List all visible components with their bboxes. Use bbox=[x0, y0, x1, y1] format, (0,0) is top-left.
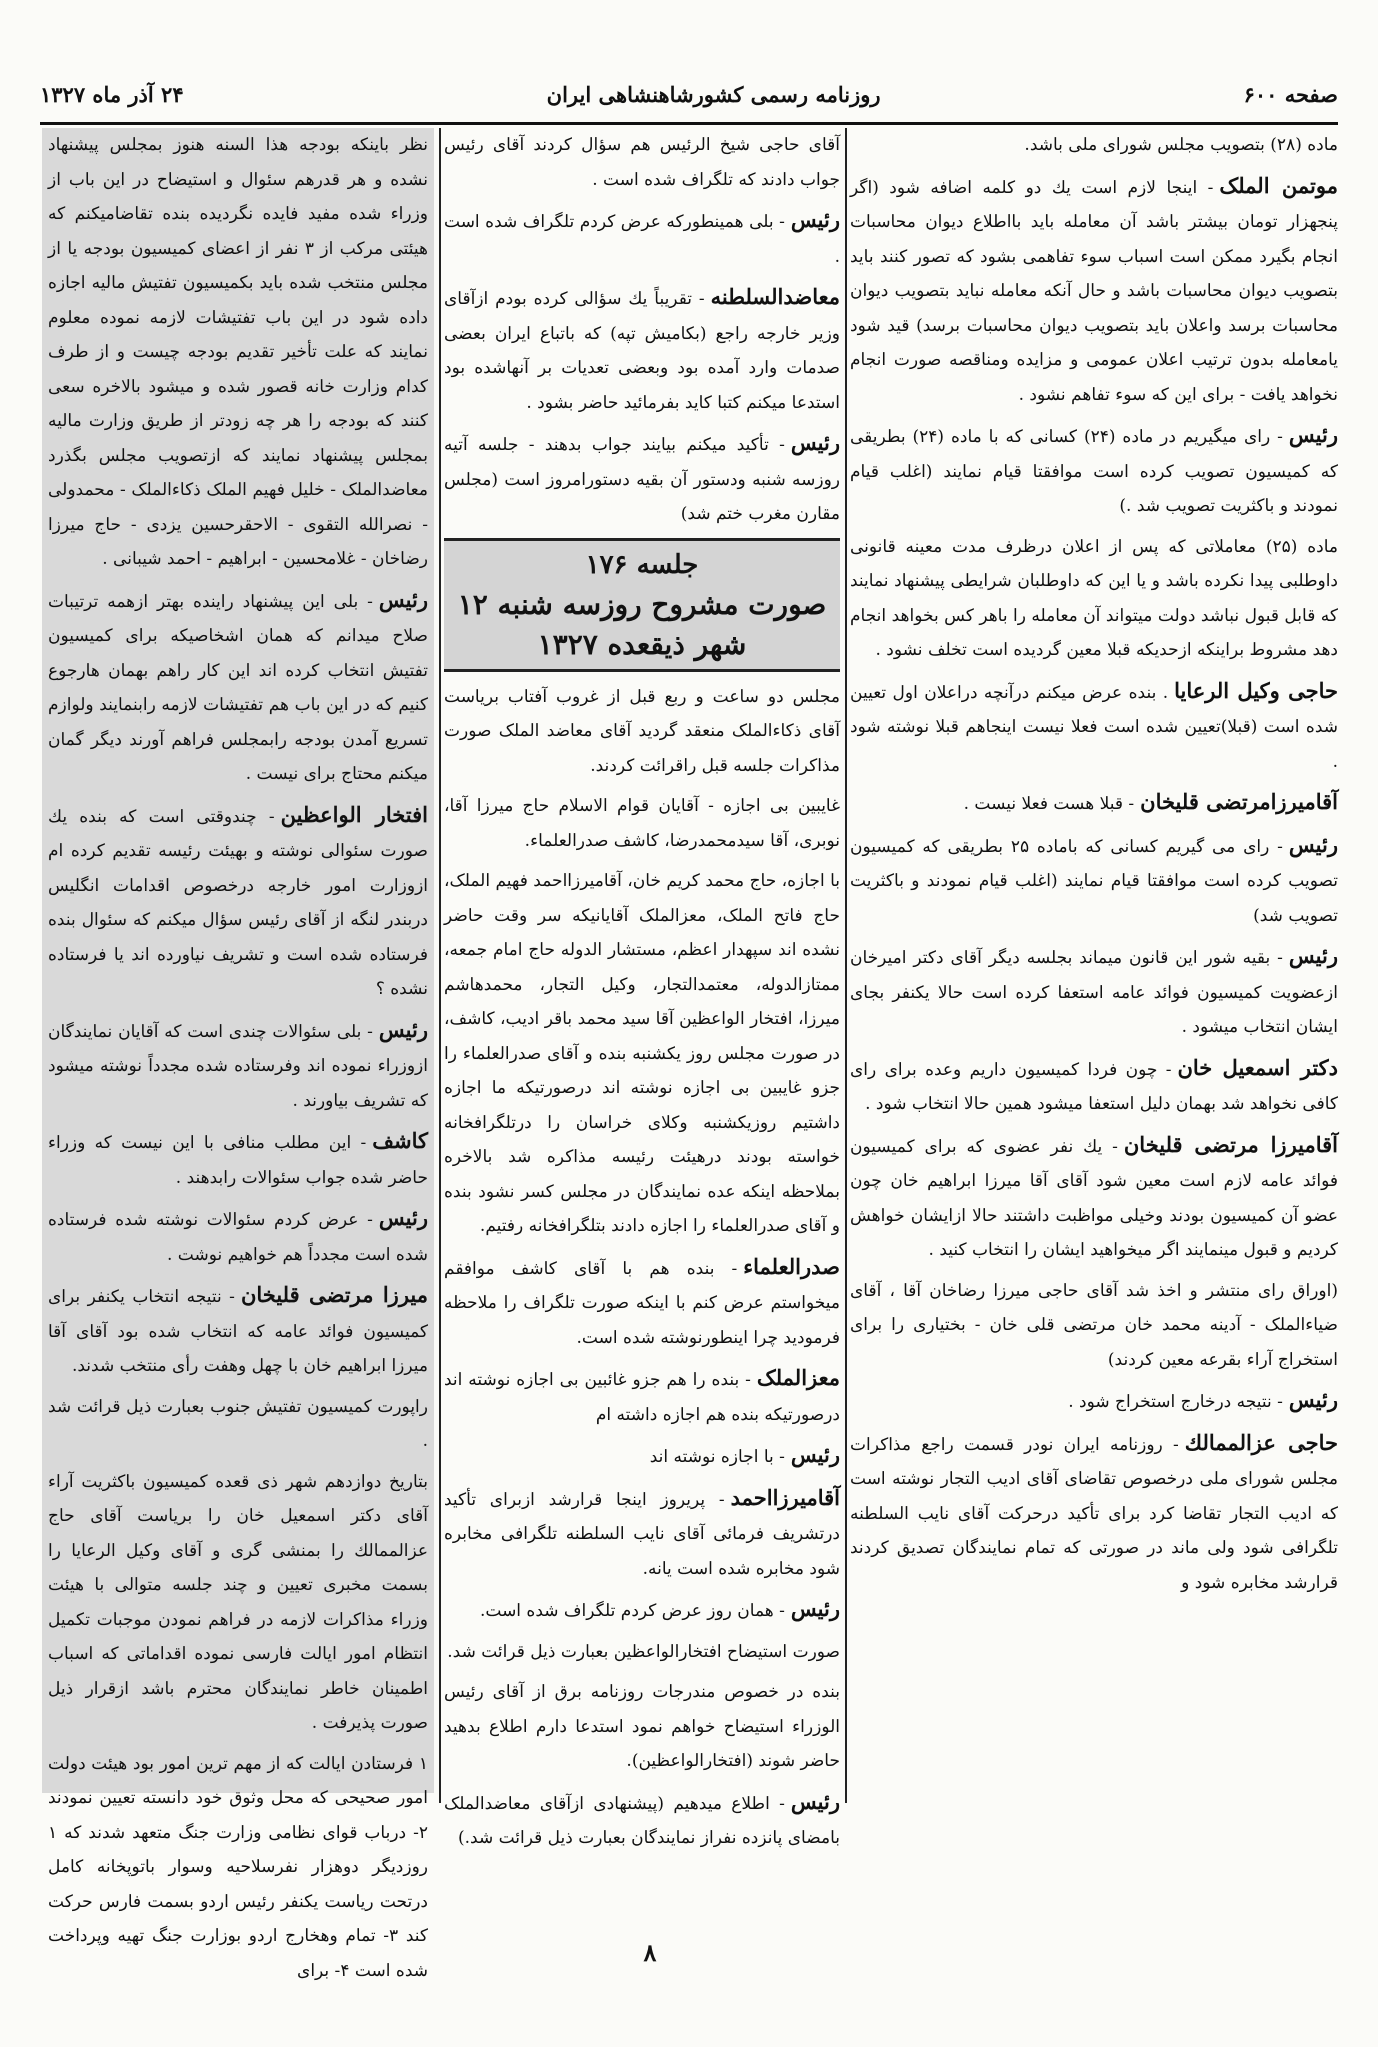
session-title: صورت مشروح روزسه شنبه ۱۲ bbox=[457, 587, 827, 621]
speaker-name: موتمن الملک bbox=[1219, 172, 1338, 198]
paragraph bbox=[444, 1635, 840, 1670]
speaker-name: رئیس bbox=[790, 1596, 840, 1621]
paragraph-text: نظر باینکه بودجه هذا السنه هنوز بمجلس پیشنهاد نشده و هر قدرهم سئوال و استیضاح در این باب از وزراء شده مفید فایده نگردیده بنده تقاضامیکنم که هیئتی مرکب از ۳ نفر از اعضای کمیسیون بودجه یا از مجلس منتخب شده باید بکمیسیون تفتیش مالیه اجازه داده شود در این باب تفتیشات لازمه نموده معلوم نمایند که علت تأخیر تقدیم بودجه چیست و از طرف کدام وزارت خانه قصور شده و میشود بالاخره سعی کنند که بودجه را هر چه زودتر از طریق وزارت مالیه بمجلس پیشنهاد نمایند که ازتصویب مجلس بگذرد معاضدالملک - خلیل فهیم الملک ذکاءالملک - محمدولی - نصرالله التقوی - الاحقرحسین یزدی - حاج میرزا رضاخان - غلامحسین - ابراهیم - احمد شیبانی . bbox=[48, 135, 428, 569]
issue-date: ۲۴ آذر ماه ۱۳۲۷ bbox=[40, 81, 184, 107]
speaker-name: رئیس bbox=[378, 586, 428, 612]
column-divider-left bbox=[439, 128, 441, 1803]
speaker-name: کاشف bbox=[372, 1128, 428, 1153]
page-label: صفحه ۶۰۰ bbox=[1243, 81, 1338, 107]
paragraph-text: - بلی همینطورکه عرض کردم تلگراف شده است . bbox=[444, 212, 840, 267]
paragraph-text: - تأکید میکنم بیایند جواب بدهند - جلسه آتیه روزسه شنبه ودستور آن بقیه دستورامروز است (مجلس مقارن مغرب ختم شد) bbox=[444, 435, 840, 524]
speaker-name: رئیس bbox=[1288, 943, 1338, 968]
paragraph bbox=[48, 1390, 428, 1459]
speaker-name: آقامیرزااحمد bbox=[730, 1484, 840, 1510]
paragraph bbox=[444, 1361, 840, 1432]
paragraph-text: - رای می گیریم کسانی که باماده ۲۵ بطریقی که کمیسیون تصویب کرده است موافقتا قیام نمایند (اغلب قیام نمودند و باکثریت تصویب شد) bbox=[850, 836, 1338, 926]
column-divider-right bbox=[845, 128, 847, 1803]
paragraph bbox=[444, 864, 840, 1244]
paragraph bbox=[444, 1785, 840, 1856]
speaker-name: رئیس bbox=[378, 1016, 428, 1042]
paragraph bbox=[444, 680, 840, 784]
paragraph-text: - این مطلب منافی با این نیست که وزراء حاضر شده جواب سئوالات رابدهند . bbox=[48, 1133, 428, 1188]
paragraph bbox=[48, 1465, 428, 1741]
paragraph-text: بنده در خصوص مندرجات روزنامه برق از آقای رئیس الوزراء استیضاح خواهم نمود استدعا دارم اطلاع بدهید حاضر شوند (افتخارالواعظین). bbox=[444, 1682, 840, 1771]
left-column bbox=[42, 128, 434, 1981]
paragraph-text: بتاریخ دوازدهم شهر ذی قعده کمیسیون باکثریت آراء آقای دکتر اسمعیل خان را بریاست آقای حاج عزالممالك را بمنشی گری و آقای وکیل الرعایا را بسمت مخبری تعیین و چند جلسه متوالی با هیئت وزراء مذاکرات لازمه در فراهم نمودن موجبات تکمیل انتظام امور ایالت فارسی نموده اقداماتی که اسباب اطمینان خاطر نمایندگان محترم باشد ازقرار ذیل صورت پذیرفت . bbox=[48, 1471, 428, 1733]
paragraph bbox=[48, 128, 428, 577]
paragraph bbox=[48, 1747, 428, 1989]
paragraph-text: - اینجا لازم است یك دو کلمه اضافه شود (اگر پنجهزار تومان بیشتر باشد آن معامله باید بااطلاع دیوان محاسبات انجام بگیرد ممکن است اسباب سوء تفاهمی بشود که تصور کنند باید بتصویب دیوان محاسبات باشد و حال آنکه معامله نباید بتصویب دیوان محاسبات برسد واعلان باید بتصویب دیوان محاسبات برسد) قید شود یامعامله بدون ترتیب اعلان عمومی و مزایده ومناقصه صورت انجام نخواهد یافت - برای این که سوء تفاهم نشود . bbox=[850, 177, 1338, 405]
paragraph-text: - اطلاع میدهیم (پیشنهادی ازآقای معاضدالملک بامضای پانزده نفراز نمایندگان بعبارت ذیل قرائت شد.) bbox=[444, 1793, 840, 1848]
paragraph bbox=[850, 530, 1338, 668]
paragraph bbox=[444, 1592, 840, 1629]
paragraph-text: - با اجازه نوشته اند bbox=[649, 1447, 785, 1467]
session-date: شهر ذیقعده ۱۳۲۷ bbox=[537, 627, 747, 661]
speaker-name: معزالملک bbox=[756, 1365, 840, 1390]
paragraph bbox=[444, 128, 840, 197]
paragraph-text: - بنده هم با آقای کاشف موافقم میخواستم عرض کنم با اینکه صورت تلگراف را ملاحظه فرمودید چرا اینطورنوشته شده است. bbox=[444, 1258, 840, 1348]
paragraph-text: با اجازه، حاج محمد کریم خان، آقامیرزااحمد فهیم الملک، حاج فاتح الملک، معزالملک آقایانیکه سر وقت حاضر نشده اند سپهدار اعظم، مستشار الدوله حاج امام جمعه، ممتازالدوله، معتمدالتجار، وکیل التجار، محمدهاشم میرزا، افتخار الواعظین آقا سید محمد باقر ادیب، کاشف، در صورت مجلس روز یکشنبه بنده و آقای صدرالعلماء را جزو غایبین بی اجازه نوشته اند درصورتیکه ما اجازه داشتیم روزیکشنبه وکلای خراسان را درتلگرافخانه خواسته بودند درهیئت رئیسه مذاکره شد بالاخره بملاحظه اینکه عده نمایندگان در مجلس کسر نشود بنده و آقای صدرالعلماء را اجازه دادند بتلگرافخانه رفتیم. bbox=[444, 871, 840, 1236]
speaker-name: آقامیرزامرتضی قلیخان bbox=[1140, 789, 1338, 814]
speaker-name: حاجی عزالممالك bbox=[1184, 1429, 1338, 1455]
paragraph-text: - تقریباً یك سؤالی کرده بودم ازآقای وزیر خارجه راجع (بکامیش تپه) که باتباع ایران بعضی صدمات وارد آمده بود وبعضی تعدیات بر آنهاشده بود استدعا میکنم کتبا کاید بفرمائید حاضر بشود . bbox=[444, 289, 840, 413]
paragraph-text: - بلی این پیشنهاد راینده بهتر ازهمه ترتیبات صلاح میدانم که همان اشخاصیکه برای کمیسیون تفتیش انتخاب کرده اند این کار راهم بهمان هارجوع کنیم که در این باب هم تفتیشات لازمه رابنمایند ولوازم تسریع آمدن بودجه رابمجلس فراهم آورند دیگر گمان میکنم محتاج برای نیست . bbox=[48, 591, 428, 784]
paragraph-text: آقای حاجی شیخ الرئیس هم سؤال کردند آقای رئیس جواب دادند که تلگراف شده است . bbox=[444, 135, 840, 190]
speaker-name: رئیس bbox=[790, 430, 840, 455]
speaker-name: صدرالعلماء bbox=[743, 1253, 840, 1279]
paragraph bbox=[48, 1278, 428, 1384]
paragraph-text: - چون فردا کمیسیون داریم وعده برای رای کافی نخواهد شد بهمان دلیل استعفا میشود همین حالا انتخاب شود . bbox=[850, 1059, 1338, 1114]
session-number: جلسه ۱۷۶ bbox=[585, 549, 699, 580]
paragraph-text: - نتیجه انتخاب یکنفر برای کمیسیون فوائد عامه که انتخاب شده بود آقای آقا میرزا ابراهیم خان با چهل وهفت رأی منتخب شدند. bbox=[48, 1287, 428, 1376]
paragraph bbox=[444, 203, 840, 274]
speaker-name: رئیس bbox=[1288, 831, 1338, 857]
paragraph-text: - چندوقتی است که بنده یك صورت سئوالی نوشته و بهیئت رئیسه تقدیم کرده ام ازوزارت امور خارجه درخصوص اقدامات انگلیس دربندر لنگه از آقای رئیس سؤال میکنم که سئوال بنده فرستاده شده است و تشریف نیاورده اند یا فرستاده نشده ؟ bbox=[48, 806, 428, 999]
paragraph bbox=[850, 1128, 1338, 1268]
paragraph bbox=[850, 939, 1338, 1045]
paragraph bbox=[850, 128, 1338, 163]
page-header bbox=[40, 70, 1338, 118]
newspaper-title: روزنامه رسمی کشورشاهنشاهی ایران bbox=[546, 81, 881, 107]
paragraph-text: . بنده عرض میکنم درآنچه دراعلان اول تعیین شده است (قبلا)تعیین شده است فعلا نیست اینجاهم قبلا نوشته شود . bbox=[850, 682, 1338, 772]
paragraph-text: - روزنامه ایران نودر قسمت راجع مذاکرات مجلس شورای ملی درخصوص تقاضای آقای ادیب التجار نوشته است که ادیب التجار تقاضا کرد برای تأکید درحرکت آقای نایب السلطنه تلگرافی شود ولی ماند در صورتی که تمام نمایندگان تصدیق کردند قرارشد مخابره شود و bbox=[850, 1434, 1338, 1593]
paragraph bbox=[444, 1675, 840, 1779]
paragraph-text: - بلی سئوالات چندی است که آقایان نمایندگان ازوزراء نموده اند وفرستاده شده مجدداً نوشته میشود که تشریف بیاورند . bbox=[48, 1021, 428, 1111]
page-number: ۸ bbox=[643, 1938, 657, 1967]
right-column bbox=[850, 128, 1338, 1606]
paragraph bbox=[850, 674, 1338, 780]
speaker-name: دکتر اسمعیل خان bbox=[1177, 1054, 1339, 1080]
speaker-name: معاضدالسلطنه bbox=[710, 284, 840, 309]
paragraph bbox=[444, 1481, 840, 1587]
paragraph bbox=[850, 169, 1338, 413]
speaker-name: آقامیرزا مرتضی قلیخان bbox=[1123, 1131, 1339, 1157]
paragraph bbox=[850, 1051, 1338, 1122]
paragraph bbox=[48, 1124, 428, 1195]
speaker-name: رئیس bbox=[378, 1205, 428, 1230]
speaker-name: میرزا مرتضی قلیخان bbox=[240, 1282, 428, 1307]
paragraph bbox=[444, 1250, 840, 1356]
paragraph bbox=[48, 798, 428, 1007]
speaker-name: رئیس bbox=[1288, 422, 1339, 447]
paragraph bbox=[48, 1013, 428, 1119]
paragraph-text: ماده (۲۵) معاملاتی که پس از اعلان درظرف مدت معینه قانونی داوطلبی پیدا نکرده باشد و یا این که داوطلبان شرایطی پیشنهاد نمایند که قابل قبول نباشد دولت میتواند آن معامله را باهر کس بخواهد انجام دهد مشروط براینکه ازحدیکه قبلا معین گردیده است تخلف نشود . bbox=[850, 536, 1338, 660]
speaker-name: رئیس bbox=[790, 1442, 840, 1467]
paragraph bbox=[850, 1426, 1338, 1601]
paragraph-text: غایبین بی اجازه - آقایان قوام الاسلام حاج میرزا آقا، نوبری، آقا سیدمحمدرضا، کاشف صدرالعلماء. bbox=[444, 796, 840, 851]
speaker-name: رئیس bbox=[790, 207, 840, 232]
paragraph bbox=[850, 418, 1338, 524]
speaker-name: رئیس bbox=[1288, 1387, 1338, 1412]
speaker-name: رئیس bbox=[790, 1788, 840, 1814]
paragraph-text: - قبلا هست فعلا نیست . bbox=[963, 794, 1135, 814]
paragraph-text: - عرض کردم سئوالات نوشته شده فرستاده شده است مجدداً هم خواهیم نوشت . bbox=[48, 1210, 428, 1265]
paragraph-text: - نتیجه درخارج استخراج شود . bbox=[1068, 1392, 1283, 1412]
paragraph-text: - بقیه شور این قانون میماند بجلسه دیگر آقای دکتر امیرخان ازعضویت کمیسیون فوائد عامه استعفا کرده است حالا یکنفر بجای ایشان انتخاب میشود . bbox=[850, 948, 1338, 1037]
paragraph-text: - همان روز عرض کردم تلگراف شده است. bbox=[479, 1601, 785, 1621]
header-rule bbox=[40, 122, 1338, 125]
paragraph-text: صورت استیضاح افتخارالواعظین بعبارت ذیل قرائت شد. bbox=[447, 1641, 840, 1662]
speaker-name: افتخار الواعظین bbox=[280, 801, 428, 827]
paragraph-text: مجلس دو ساعت و ربع قبل از غروب آفتاب بریاست آقای ذکاءالملک منعقد گردید آقای معاضد الملک صورت مذاکرات جلسه قبل راقرائت کردند. bbox=[444, 686, 840, 776]
paragraph-text: ۱ فرستادن ایالت که از مهم ترین امور بود هیئت دولت امور صحیحی که محل وثوق خود دانسته تعیین نمودند ۲- درباب قوای نظامی وزارت جنگ متعهد شدند که ۱ روزدیگر دوهزار نفرسلاحیه وسوار باتوپخانه کامل درتحت ریاست یکنفر رئیس اردو بسمت فارس حرکت کند ۳- تمام وهخارج اردو بوزارت جنگ تهیه وپرداخت شده است ۴- برای bbox=[48, 1753, 428, 1981]
paragraph-text: ماده (۲۸) بتصویب مجلس شورای ملی باشد. bbox=[1024, 135, 1338, 155]
paragraph-text: - بنده را هم جزو غائبین بی اجازه نوشته اند درصورتیکه بنده هم اجازه داشته ام bbox=[444, 1370, 840, 1425]
paragraph bbox=[850, 1383, 1338, 1420]
middle-column bbox=[444, 128, 840, 1862]
paragraph bbox=[850, 785, 1338, 822]
paragraph bbox=[850, 828, 1338, 934]
paragraph bbox=[444, 1438, 840, 1475]
paragraph-text: - رای میگیریم در ماده (۲۴) کسانی که با ماده (۲۴) بطریقی که کمیسیون تصویب کرده است موافقتا قیام نمایند (اغلب قیام نمودند و باکثریت تصویب شد .) bbox=[850, 427, 1338, 516]
paragraph-text: راپورت کمیسیون تفتیش جنوب بعبارت ذیل قرائت شد . bbox=[48, 1396, 428, 1451]
paragraph-text: (اوراق رای منتشر و اخذ شد آقای حاجی میرزا رضاخان آقا ، آقای ضیاءالملک - آدینه محمد خان مرتضی قلی خان - بختیاری را برای استخراج آراء بقرعه معین کردند) bbox=[850, 1280, 1338, 1370]
paragraph-text: - یك نفر عضوی که برای کمیسیون فوائد عامه لازم است معین شود آقای آقا میرزا ابراهیم خان چون عضو آن کمیسیون بودند وخیلی مواظبت داشتند حالا ازایشان خواهش کردیم و قبول مینمایند اگر میخواهید ایشان را انتخاب کنید . bbox=[850, 1136, 1338, 1260]
paragraph bbox=[48, 1201, 428, 1272]
paragraph bbox=[444, 789, 840, 858]
paragraph bbox=[444, 280, 840, 420]
middle-column-top bbox=[444, 128, 840, 532]
paragraph-text: - پریروز اینجا قرارشد ازبرای تأکید درتشریف فرمائی آقای نایب السلطنه تلگرافی مخابره شود مخابره شده است یانه. bbox=[444, 1489, 840, 1579]
paragraph bbox=[444, 426, 840, 532]
session-heading-box bbox=[444, 538, 840, 672]
speaker-name: حاجی وکیل الرعایا bbox=[1174, 677, 1338, 703]
paragraph bbox=[850, 1274, 1338, 1378]
paragraph bbox=[48, 583, 428, 792]
middle-column-bottom bbox=[444, 680, 840, 1856]
